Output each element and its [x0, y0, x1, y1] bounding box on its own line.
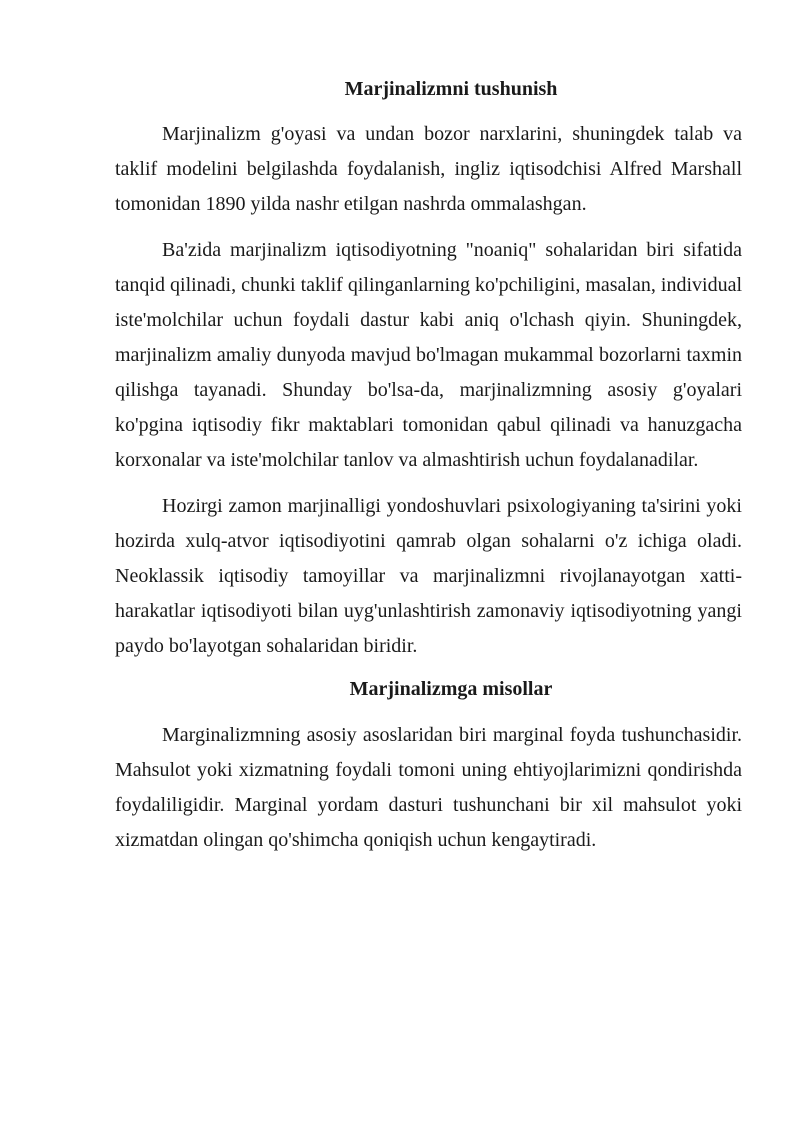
paragraph: Marjinalizm g'oyasi va undan bozor narxlarini, shuningdek talab va taklif modelini belgilashda foydalanish, ingliz iqtisodchisi Alfred Marshall tomonidan 1890 yilda nashr etilgan nashrda ommalashgan.	[115, 123, 742, 215]
paragraph: Ba'zida marjinalizm iqtisodiyotning "noaniq" sohalaridan biri sifatida tanqid qilinadi, chunki taklif qilinganlarning ko'pchiligini, masalan, individual iste'molchilar uchun foydali dastur kabi aniq o'lchash qiyin. Shuningdek, marjinalizm amaliy dunyoda mavjud bo'lmagan mukammal bozorlarni taxmin qilishga tayanadi. Shunday bo'lsa-da, marjinalizmning asosiy g'oyalari ko'pgina iqtisodiy fikr maktablari tomonidan qabul qilinadi va hanuzgacha korxonalar va iste'molchilar tanlov va almashtirish uchun foydalanadilar.	[115, 239, 742, 471]
paragraph: Hozirgi zamon marjinalligi yondoshuvlari psixologiyaning ta'sirini yoki hozirda xulq-atvor iqtisodiyotini qamrab olgan sohalarni o'z ichiga oladi. Neoklassik iqtisodiy tamoyillar va marjinalizmni rivojlanayotgan xatti-harakatlar iqtisodiyoti bilan uyg'unlashtirish zamonaviy iqtisodiyotning yangi paydo bo'layotgan sohalaridan biridir.	[115, 495, 742, 657]
section-heading-understanding-marginalism: Marjinalizmni tushunish	[344, 78, 558, 100]
paragraph: Marginalizmning asosiy asoslaridan biri marginal foyda tushunchasidir. Mahsulot yoki xizmatning foydali tomoni uning ehtiyojlarimizni qondirishda foydaliligidir. Marginal yordam dasturi tushunchani bir xil mahsulot yoki xizmatdan olingan qo'shimcha qoniqish uchun kengaytiradi.	[115, 724, 742, 851]
document-body	[115, 68, 742, 869]
section-heading-marginalism-examples: Marjinalizmga misollar	[349, 678, 553, 700]
